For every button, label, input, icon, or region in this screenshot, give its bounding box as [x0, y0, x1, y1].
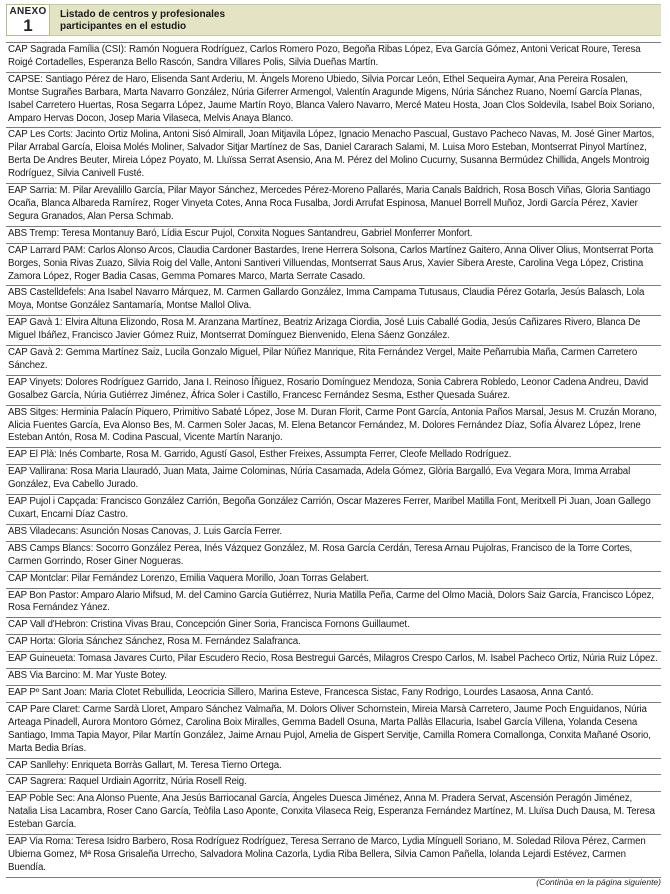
annex-label: ANEXO [9, 6, 47, 17]
center-entry: CAPSE: Santiago Pérez de Haro, Elisenda Sant Arderiu, M. Àngels Moreno Ubiedo, Silvia Porcar León, Ethel Sequeira Aymar, Ana Pereira Rosalen, Montse Sugrañes Barbara, Marta Navarro González, Núria Giferrer Armengol, Valentín Aragunde Migens, Núria Sánchez Ruano, Noemí García Planas, Isabel Carretero Huertas, Rosa Segarra López, Jaume Martín Royo, Blanca Valero Navarro, Mercé Mateu Hosta, Joan Clos Soldevila, Isabel Boix Soriano, Amparo Hervas Docon, Josep Maria Vilaseca, Melvis Anaya Blanco. [6, 72, 661, 128]
center-entry: EAP El Plà: Inés Combarte, Rosa M. Garrido, Agustí Gasol, Esther Freixes, Assumpta Ferrer, Cleofe Mellado Rodríguez. [6, 447, 661, 464]
annex-number: 1 [23, 16, 33, 35]
center-entry: CAP Sagrada Família (CSI): Ramón Noguera Rodríguez, Carlos Romero Pozo, Begoña Ribas López, Eva García Gómez, Antoni Vericat Roure, Teresa Roigé Cortadelles, Esperanza Bello Rascón, Sandra Villares Polis, Silvia Dueñas Martín. [6, 42, 661, 72]
center-entry: EAP Sarria: M. Pilar Arevalillo García, Pilar Mayor Sánchez, Mercedes Pérez-Moreno Pallarés, Maria Canals Baldrich, Rosa Bosch Viñas, Gloria Santiago Ocaña, Blanca Albareda Ramírez, Roger Vinyeta Cotes, Anna Roca Fusalba, Jordi Arrufat Espinosa, Manuel Borrell Muñoz, Jordi García Pérez, Xavier Segura Granados, Alan Persa Schmab. [6, 183, 661, 226]
center-entry: EAP Bon Pastor: Amparo Alario Mifsud, M. del Camino García Gutiérrez, Nuria Matilla Peña, Carme del Olmo Macià, Dolors Saiz García, Francisco López, Rosa Fernández Yánez. [6, 588, 661, 618]
center-entry: CAP Pare Claret: Carme Sardà Lloret, Amparo Sánchez Valmaña, M. Dolors Oliver Schornstein, Mireia Marsà Carretero, Jaume Poch Enguidanos, Núria Arteaga Pinadell, Aurora Montoro Gómez, Carolina Boix Miralles, Gemma Badell Osuna, Marta Pallàs Ellacuria, Isabel García Villena, Yolanda Cesena Santiago, Imma Tapia Mayor, Pilar Martín González, Jaime Arnau Pujol, Amelia de Gispert Servitje, Camilla Romera Comallonga, Conxita Mañané Osorio, Marta Bedia Brías. [6, 702, 661, 758]
center-entry: ABS Viladecans: Asunción Nosas Canovas, J. Luis García Ferrer. [6, 524, 661, 541]
center-entry: CAP Vall d'Hebron: Cristina Vivas Brau, Concepción Giner Soria, Francisca Fornons Guillaumet. [6, 617, 661, 634]
center-entry: ABS Tremp: Teresa Montanuy Baró, Lídia Escur Pujol, Conxita Nogues Santandreu, Gabriel Monferrer Monfort. [6, 226, 661, 243]
annex-title [50, 4, 661, 36]
center-entry: EAP Pujol i Capçada: Francisco González Carrión, Begoña González Carrión, Oscar Mazeres Ferrer, Maribel Matilla Font, Meritxell Pi Juan, Joan Gallego Cuxart, Encarni Díaz Castro. [6, 494, 661, 524]
center-entry: EAP Vallirana: Rosa Maria Llauradó, Juan Mata, Jaime Colominas, Núria Casamada, Adela Gómez, Glòria Bargalló, Eva Vegara Mora, Imma Arrabal González, Eva Cabello Jurado. [6, 464, 661, 494]
center-entry: ABS Castelldefels: Ana Isabel Navarro Márquez, M. Carmen Gallardo González, Imma Campama Tutusaus, Claudia Pérez Gotarla, Jesús Balasch, Lola Moya, Montse González Santamaría, Montse Mallol Oliva. [6, 285, 661, 315]
center-entry: EAP Gavà 1: Elvira Altuna Elizondo, Rosa M. Aranzana Martínez, Beatriz Arizaga Ciordia, José Luis Caballé Godia, Jesús Cañizares Rivero, Blanca De Miguel Ibáñez, Francisco Javier Gómez Ruiz, Montserrat Domínguez Bienvenido, Elena Sáenz González. [6, 315, 661, 345]
continuation-note: (Continúa en la página siguiente) [536, 877, 661, 887]
center-entry: CAP Sanllehy: Enriqueta Borràs Gallart, M. Teresa Tierno Ortega. [6, 758, 661, 775]
center-entry: EAP Poble Sec: Ana Alonso Puente, Ana Jesús Barriocanal García, Ángeles Duesca Jiménez, Anna M. Pradera Servat, Ascensión Peragón Jiménez, Natalia Lisa Lacambra, Roser Cano García, Teòfila Laso Aponte, Conxita Vilaseca Reig, Esperanza Fernández Martínez, M. Lluïsa Duch Dausa, M. Teresa Esteban García. [6, 791, 661, 834]
annex-badge [6, 4, 50, 36]
title-line-2: participantes en el estudio [60, 21, 187, 32]
title-line-1: Listado de centros y profesionales [60, 9, 226, 20]
center-entry: EAP Pº Sant Joan: Maria Clotet Rebullida, Leocricia Sillero, Marina Esteve, Francesca Sistac, Fany Rodrigo, Lourdes Lasaosa, Anna Cantó. [6, 685, 661, 702]
center-entry: CAP Gavà 2: Gemma Martínez Saiz, Lucila Gonzalo Miguel, Pilar Núñez Manrique, Rita Fernández Vergel, Maite Peñarrubia Maña, Carmen Carretero Sánchez. [6, 345, 661, 375]
center-entry: EAP Guineueta: Tomasa Javares Curto, Pilar Escudero Recio, Rosa Bestregui Garcés, Milagros Crespo Carlos, M. Isabel Pacheco Ortiz, Núria Ruiz López. [6, 651, 661, 668]
center-entry: CAP Les Corts: Jacinto Ortiz Molina, Antoni Sisó Almirall, Joan Mitjavila López, Ignacio Menacho Pascual, Gustavo Pacheco Navas, M. José Giner Martos, Pilar Arrabal García, Eloisa Molés Moliner, Salvador Sitjar Martínez de Sas, Daniel Cararach Salami, M. Luisa Moro Esteban, Montserrat Pinyol Martínez, Berta De Andres Beuter, Mireia López Poyato, M. Lluïssa Serrat Asensio, Ana M. Pérez del Molino Cucurny, Susanna Bermúdez Chillida, Angels Montroig Rodríguez, Silvia Canivell Fusté. [6, 127, 661, 183]
center-entry: CAP Montclar: Pilar Fernández Lorenzo, Emilia Vaquera Morillo, Joan Torras Gelabert. [6, 571, 661, 588]
annex-header [6, 4, 661, 36]
center-entry: EAP Via Roma: Teresa Isidro Barbero, Rosa Rodríguez Rodríguez, Teresa Serrano de Marco, Lydia Mínguell Soriano, M. Soledad Rilova Pérez, Carmen Ubierna Gomez, Mª Rosa Grisaleña Urrecho, Salvadora Molina Cazorla, Lydia Riba Bellera, Silvia Camon Pañella, Iolanda Lejardi Estévez, Carmen Buendía. [6, 834, 661, 878]
centers-list [6, 42, 661, 878]
center-entry: EAP Vinyets: Dolores Rodríguez Garrido, Jana I. Reinoso Íñiguez, Rosario Domínguez Mendoza, Sonia Cabrera Robledo, Leonor Cadena Andreu, David Gosalbez García, Núria Gutiérrez Jiménez, África Soler i Castillo, Francesc Fernández Sesma, Esther Quesada Suárez. [6, 375, 661, 405]
center-entry: CAP Horta: Gloria Sánchez Sánchez, Rosa M. Fernández Salafranca. [6, 634, 661, 651]
center-entry: ABS Sitges: Herminia Palacín Piquero, Primitivo Sabaté López, Jose M. Duran Florit, Carme Pont García, Antonia Paños Marsal, Jesus M. Cruzán Morano, Alicia Fuentes García, Eva Alonso Bes, M. Carmen Soler Jacas, M. Elena Betancor Fernández, M. Dolores Fernández Díaz, Sofía Álvarez López, Irene Esteban Antón, Rosa M. Codina Pascual, Vicente Martín Naranjo. [6, 405, 661, 448]
center-entry: ABS Via Barcino: M. Mar Yuste Botey. [6, 668, 661, 685]
center-entry: ABS Camps Blancs: Socorro González Perea, Inés Vázquez González, M. Rosa García Cerdán, Teresa Arnau Pujolras, Francisco de la Torre Cortes, Carmen Gorrindo, Roser Giner Nogueras. [6, 541, 661, 571]
center-entry: CAP Larrard PAM: Carlos Alonso Arcos, Claudia Cardoner Bastardes, Irene Herrera Solsona, Carlos Martínez Gaitero, Anna Oliver Olius, Montserrat Porta Borges, Sonia Rivas Zuazo, Silvia Roig del Valle, Antoni Santiveri Villuendas, Montserrat Saus Arus, Xavier Sibera Areste, Carolina Vega López, Cristina Zamora López, Roger Badia Casas, Gemma Pomares Marco, Marta Serrate Casado. [6, 243, 661, 286]
center-entry: CAP Sagrera: Raquel Urdiain Agorritz, Núria Rosell Reig. [6, 774, 661, 791]
